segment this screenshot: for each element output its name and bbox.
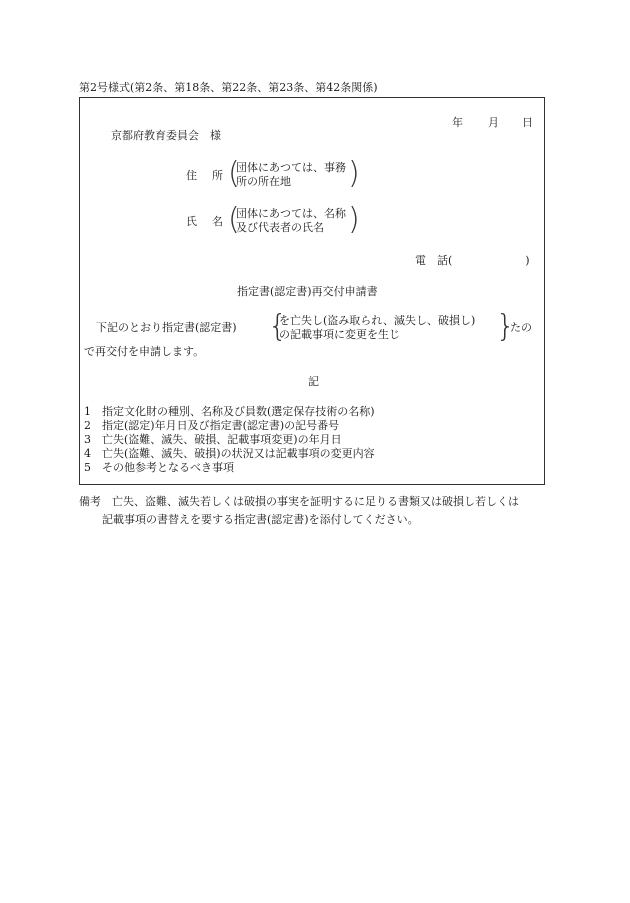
address-label-2: 所: [212, 169, 223, 182]
name-label-1: 氏: [186, 215, 197, 228]
form-header: 第2号様式(第2条、第18条、第22条、第23条、第42条関係): [79, 81, 378, 94]
request-trail: たの: [510, 321, 532, 334]
brace-right-icon: }: [496, 309, 516, 344]
date-line: [452, 117, 533, 128]
list-item: 5 その他参考となるべき事項: [84, 461, 234, 474]
request-options: [268, 309, 516, 344]
name-note-line2: 及び代表者の氏名: [236, 221, 324, 234]
remarks-line1: 備考 亡失、盗難、滅失若しくは破損の事実を証明するに足りる書類又は破損し若しくは: [79, 495, 519, 508]
address-note-line1: 団体にあつては、事務: [236, 161, 346, 174]
brace-left-icon: {: [268, 309, 288, 344]
bracket-right-icon: ): [348, 202, 360, 237]
remarks-line2: 記載事項の書替えを要する指定書(認定書)を添付してください。: [102, 513, 419, 526]
phone-line: [415, 255, 530, 266]
ki-heading: 記: [308, 375, 319, 388]
date-day: 日: [522, 116, 533, 129]
address-note: [228, 156, 360, 191]
phone-close: ): [525, 254, 530, 267]
bracket-left-icon: (: [228, 156, 240, 191]
addressee: 京都府教育委員会 様: [111, 129, 221, 142]
date-month: 月: [488, 116, 499, 129]
list-item: 1 指定文化財の種別、名称及び員数(選定保存技術の名称): [84, 405, 375, 418]
request-option-1: を亡失し(盗み取られ、滅失し、破損し): [279, 314, 476, 327]
remarks: [79, 493, 559, 529]
request-continuation: で再交付を申請します。: [84, 345, 205, 358]
list-item: 4 亡失(盗難、滅失、破損)の状況又は記載事項の変更内容: [84, 447, 375, 460]
bracket-left-icon: (: [228, 202, 240, 237]
phone-label: 電 話(: [415, 254, 453, 267]
list-item: 2 指定(認定)年月日及び指定書(認定書)の記号番号: [84, 419, 340, 432]
document-title: 指定書(認定書)再交付申請書: [237, 285, 378, 298]
request-lead: 下記のとおり指定書(認定書): [96, 321, 237, 334]
items-list: [84, 405, 375, 475]
list-item: 3 亡失(盗難、滅失、破損、記載事項変更)の年月日: [84, 433, 342, 446]
date-year: 年: [452, 116, 463, 129]
name-label: [186, 216, 223, 227]
address-label: [186, 170, 223, 181]
address-note-line2: 所の所在地: [236, 175, 291, 188]
bracket-right-icon: ): [348, 156, 360, 191]
name-note-line1: 団体にあつては、名称: [236, 207, 346, 220]
name-label-2: 名: [212, 215, 223, 228]
name-note: [228, 202, 360, 237]
request-option-2: の記載事項に変更を生じ: [279, 328, 400, 341]
address-label-1: 住: [186, 169, 197, 182]
